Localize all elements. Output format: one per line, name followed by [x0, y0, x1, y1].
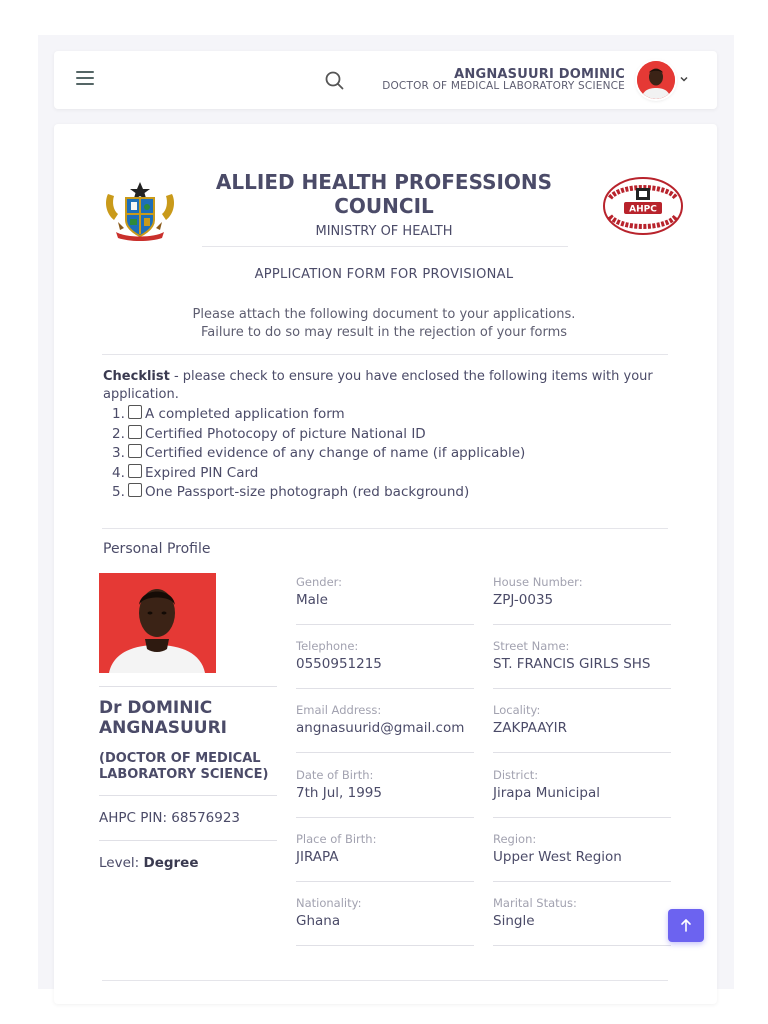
- search-icon[interactable]: [324, 70, 346, 92]
- field-label: Email Address:: [296, 703, 382, 717]
- chevron-down-icon[interactable]: [678, 73, 690, 85]
- field-date-of-birth: [296, 768, 474, 801]
- checklist-intro: [103, 368, 663, 404]
- field-value: ZAKPAAYIR: [493, 720, 568, 736]
- arrow-up-icon: [668, 909, 704, 942]
- profile-name-line: Dr DOMINIC: [99, 698, 213, 718]
- checklist-item: [112, 444, 525, 464]
- field-value: ZPJ-0035: [493, 592, 554, 608]
- notice-line: Failure to do so may result in the rejection of your forms: [200, 325, 568, 340]
- checklist-text: - please check to ensure you have enclosed the following items with your application.: [103, 369, 653, 402]
- top-navbar: [54, 51, 717, 109]
- item-number: 1.: [112, 406, 125, 422]
- user-name: ANGNASUURI DOMINIC: [454, 67, 625, 82]
- ahpc-logo-text: AHPC: [629, 204, 657, 215]
- field-value: Single: [493, 913, 535, 929]
- notice-text: [134, 306, 634, 342]
- ahpc-pin: AHPC PIN: 68576923: [99, 810, 241, 826]
- field-gender: [296, 575, 474, 608]
- item-label: One Passport-size photograph (red background): [145, 484, 470, 500]
- field-label: Street Name:: [493, 639, 570, 653]
- ahpc-logo: [602, 174, 684, 238]
- field-label: Marital Status:: [493, 896, 577, 910]
- item-label: Expired PIN Card: [145, 464, 259, 481]
- application-card: [54, 124, 717, 1004]
- checklist-items: [112, 405, 525, 503]
- checklist-item: [112, 483, 525, 503]
- item-number: 3.: [112, 445, 125, 461]
- profile-name-line: ANGNASUURI: [99, 718, 227, 738]
- item-label: A completed application form: [145, 406, 345, 422]
- item-number: 4.: [112, 464, 125, 481]
- scroll-to-top-button[interactable]: [668, 909, 704, 942]
- item-number: 2.: [112, 425, 125, 442]
- profile-role: [99, 751, 268, 783]
- field-district: [493, 768, 671, 801]
- field-label: Place of Birth:: [296, 832, 377, 846]
- level-label: Level:: [99, 855, 144, 871]
- level-value: Degree: [143, 855, 199, 871]
- field-street-name: [493, 639, 671, 672]
- profile-photo: [99, 573, 216, 673]
- checkbox[interactable]: [128, 405, 142, 419]
- form-title: APPLICATION FORM FOR PROVISIONAL: [254, 267, 514, 282]
- field-marital-status: [493, 896, 671, 929]
- field-label: Region:: [493, 832, 537, 846]
- checkbox[interactable]: [128, 483, 142, 497]
- field-label: Nationality:: [296, 896, 362, 910]
- profile-level: [99, 855, 198, 871]
- user-role: DOCTOR OF MEDICAL LABORATORY SCIENCE: [382, 80, 625, 92]
- checklist-item: [112, 425, 525, 445]
- field-value: angnasuurid@gmail.com: [296, 720, 465, 736]
- field-label: Telephone:: [296, 639, 359, 653]
- field-value: Male: [296, 592, 328, 608]
- notice-line: Please attach the following document to your applications.: [192, 307, 576, 322]
- field-value: 0550951215: [296, 656, 382, 672]
- divider: [102, 354, 668, 355]
- field-label: House Number:: [493, 575, 583, 589]
- ministry-title: MINISTRY OF HEALTH: [315, 224, 453, 239]
- checklist-label: Checklist: [103, 369, 170, 384]
- profile-role-line: LABORATORY SCIENCE): [99, 767, 269, 782]
- field-house-number: [493, 575, 671, 608]
- divider: [202, 246, 568, 247]
- field-value: Upper West Region: [493, 849, 622, 865]
- field-label: Date of Birth:: [296, 768, 374, 782]
- profile-name: [99, 698, 227, 738]
- avatar[interactable]: [637, 61, 675, 99]
- field-nationality: [296, 896, 474, 929]
- divider: [99, 840, 277, 841]
- field-value: ST. FRANCIS GIRLS SHS: [493, 656, 651, 672]
- field-value: Ghana: [296, 913, 341, 929]
- field-label: Locality:: [493, 703, 541, 717]
- divider: [99, 795, 277, 796]
- field-value: Jirapa Municipal: [493, 785, 600, 801]
- field-region: [493, 832, 671, 865]
- divider: [102, 528, 668, 529]
- item-label: Certified evidence of any change of name (if applicable): [145, 445, 526, 461]
- field-label: District:: [493, 768, 539, 782]
- ghana-coat-of-arms-logo: [102, 180, 178, 242]
- checklist-item: [112, 405, 525, 425]
- divider: [102, 980, 668, 981]
- checkbox[interactable]: [128, 464, 142, 478]
- checkbox[interactable]: [128, 425, 142, 439]
- divider: [99, 686, 277, 687]
- checkbox[interactable]: [128, 444, 142, 458]
- field-value: 7th Jul, 1995: [296, 785, 382, 801]
- checklist-item: [112, 464, 525, 484]
- profile-role-line: (DOCTOR OF MEDICAL: [99, 751, 261, 766]
- org-title: ALLIED HEALTH PROFESSIONS COUNCIL: [215, 170, 553, 218]
- field-telephone: [296, 639, 474, 672]
- item-number: 5.: [112, 484, 125, 500]
- field-label: Gender:: [296, 575, 343, 589]
- item-label: Certified Photocopy of picture National ID: [145, 425, 426, 442]
- field-locality: [493, 703, 671, 736]
- section-title: Personal Profile: [103, 541, 211, 557]
- field-email: [296, 703, 474, 736]
- menu-icon[interactable]: [76, 71, 96, 87]
- field-value: JIRAPA: [296, 849, 339, 865]
- field-place-of-birth: [296, 832, 474, 865]
